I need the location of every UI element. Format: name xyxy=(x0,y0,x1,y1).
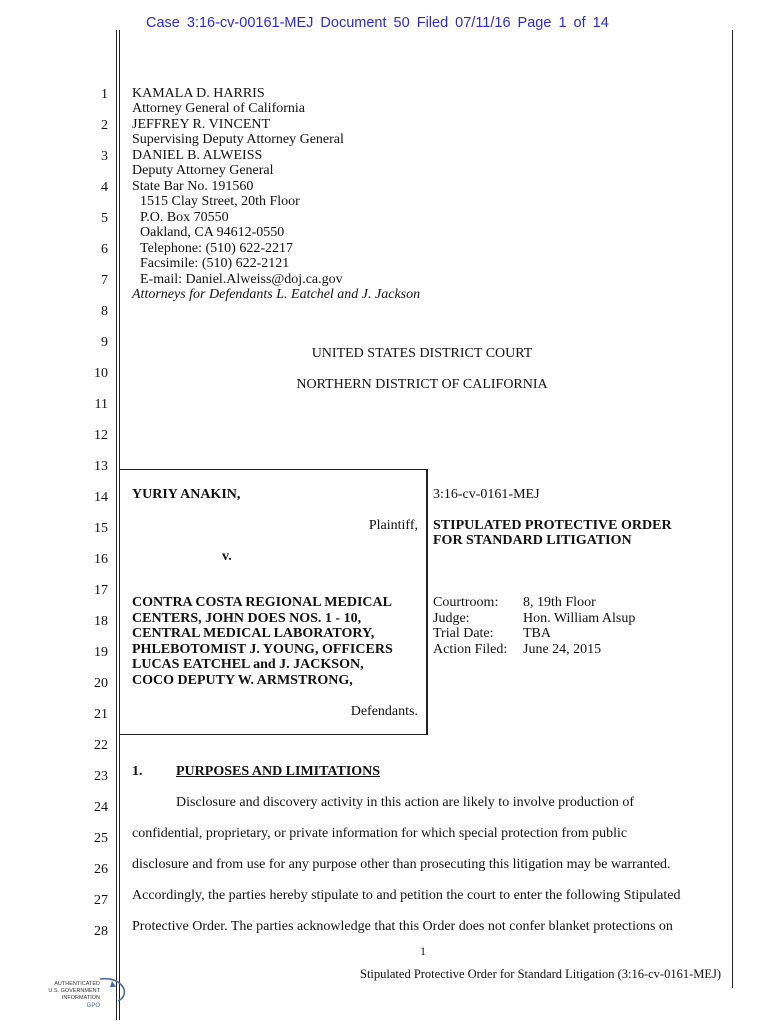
defendant-line: CENTERS, JOHN DOES NOS. 1 - 10, xyxy=(132,611,362,626)
line-number: 11 xyxy=(94,397,108,412)
defendant-line: LUCAS EATCHEL and J. JACKSON, xyxy=(132,657,364,672)
line-number: 19 xyxy=(94,645,108,660)
gpo-authentication-seal xyxy=(28,975,128,1015)
line-number: 12 xyxy=(94,428,108,443)
defendant-line: CONTRA COSTA REGIONAL MEDICAL xyxy=(132,595,392,610)
attorney-name: JEFFREY R. VINCENT xyxy=(132,117,271,132)
body-line: Accordingly, the parties hereby stipulate to and petition the court to enter the following Stipulated xyxy=(132,888,681,903)
caption-right-rule xyxy=(426,469,428,735)
line-number: 22 xyxy=(94,738,108,753)
line-number: 25 xyxy=(94,831,108,846)
detail-label: Judge: xyxy=(433,611,470,626)
detail-label: Trial Date: xyxy=(433,626,494,641)
line-number: 15 xyxy=(94,521,108,536)
line-number: 10 xyxy=(94,366,108,381)
bar-number: State Bar No. 191560 xyxy=(132,179,254,194)
plaintiff-name: YURIY ANAKIN, xyxy=(132,487,241,502)
body-line: disclosure and from use for any purpose other than prosecuting this litigation may be warranted. xyxy=(132,857,671,872)
attorney-title: Deputy Attorney General xyxy=(132,163,274,178)
address-line: P.O. Box 70550 xyxy=(140,210,229,225)
svg-text:AUTHENTICATED: AUTHENTICATED xyxy=(54,981,100,987)
svg-text:INFORMATION: INFORMATION xyxy=(61,995,100,1001)
line-number: 3 xyxy=(101,149,108,164)
caption-bottom-rule xyxy=(120,734,428,735)
line-number: 8 xyxy=(101,304,108,319)
line-number: 9 xyxy=(101,335,108,350)
email: E-mail: Daniel.Alweiss@doj.ca.gov xyxy=(140,272,343,287)
detail-label: Action Filed: xyxy=(433,642,508,657)
court-name: UNITED STATES DISTRICT COURT xyxy=(311,346,533,361)
detail-value: June 24, 2015 xyxy=(523,642,602,657)
section-heading: PURPOSES AND LIMITATIONS xyxy=(176,764,381,779)
line-number: 27 xyxy=(94,893,108,908)
line-number: 13 xyxy=(94,459,108,474)
line-number: 2 xyxy=(101,118,108,133)
line-number: 20 xyxy=(94,676,108,691)
detail-value: TBA xyxy=(523,626,551,641)
defendants-label: Defendants. xyxy=(350,704,418,719)
line-number: 17 xyxy=(94,583,108,598)
document-subtitle: FOR STANDARD LITIGATION xyxy=(433,533,632,548)
attorney-name: DANIEL B. ALWEISS xyxy=(132,148,263,163)
caption-top-rule xyxy=(120,469,428,470)
versus: v. xyxy=(222,549,232,564)
section-number: 1. xyxy=(132,764,143,779)
detail-value: 8, 19th Floor xyxy=(523,595,596,610)
svg-text:U.S. GOVERNMENT: U.S. GOVERNMENT xyxy=(48,988,100,994)
court-district: NORTHERN DISTRICT OF CALIFORNIA xyxy=(296,377,548,392)
attorney-title: Attorney General of California xyxy=(132,101,305,116)
right-margin-rule xyxy=(732,30,733,988)
svg-text:GPO: GPO xyxy=(86,1003,100,1009)
case-number: 3:16-cv-0161-MEJ xyxy=(433,487,540,502)
body-line: Disclosure and discovery activity in this action are likely to involve production of xyxy=(176,795,635,810)
footer-title: Stipulated Protective Order for Standard Litigation (3:16-cv-0161-MEJ) xyxy=(360,967,722,981)
plaintiff-label: Plaintiff, xyxy=(368,518,418,533)
body-line: Protective Order. The parties acknowledge that this Order does not confer blanket protections on xyxy=(132,919,673,934)
line-number: 1 xyxy=(101,87,108,102)
address-line: 1515 Clay Street, 20th Floor xyxy=(140,194,300,209)
attorney-title: Supervising Deputy Attorney General xyxy=(132,132,344,147)
page-number: 1 xyxy=(420,944,426,958)
defendant-line: CENTRAL MEDICAL LABORATORY, xyxy=(132,626,375,641)
line-number: 21 xyxy=(94,707,108,722)
left-margin-rule-inner xyxy=(119,30,120,1020)
detail-label: Courtroom: xyxy=(433,595,499,610)
telephone: Telephone: (510) 622-2217 xyxy=(140,241,293,256)
body-line: confidential, proprietary, or private information for which special protection from public xyxy=(132,826,628,841)
line-number: 23 xyxy=(94,769,108,784)
defendant-line: PHLEBOTOMIST J. YOUNG, OFFICERS xyxy=(132,642,393,657)
line-number: 26 xyxy=(94,862,108,877)
line-number: 14 xyxy=(94,490,108,505)
attorneys-for: Attorneys for Defendants L. Eatchel and J. Jackson xyxy=(132,287,421,302)
left-margin-rule xyxy=(116,30,117,1020)
document-title: STIPULATED PROTECTIVE ORDER xyxy=(433,518,672,533)
filing-header: Case 3:16-cv-00161-MEJ Document 50 Filed 07/11/16 Page 1 of 14 xyxy=(146,15,609,31)
attorney-name: KAMALA D. HARRIS xyxy=(132,86,265,101)
line-number: 4 xyxy=(101,180,108,195)
line-number: 16 xyxy=(94,552,108,567)
line-number: 24 xyxy=(94,800,108,815)
line-number: 7 xyxy=(101,273,108,288)
line-number: 5 xyxy=(101,211,108,226)
line-number: 28 xyxy=(94,924,108,939)
detail-value: Hon. William Alsup xyxy=(523,611,636,626)
line-number: 6 xyxy=(101,242,108,257)
line-number: 18 xyxy=(94,614,108,629)
address-line: Oakland, CA 94612-0550 xyxy=(140,225,285,240)
defendant-line: COCO DEPUTY W. ARMSTRONG, xyxy=(132,673,353,688)
facsimile: Facsimile: (510) 622-2121 xyxy=(140,256,290,271)
